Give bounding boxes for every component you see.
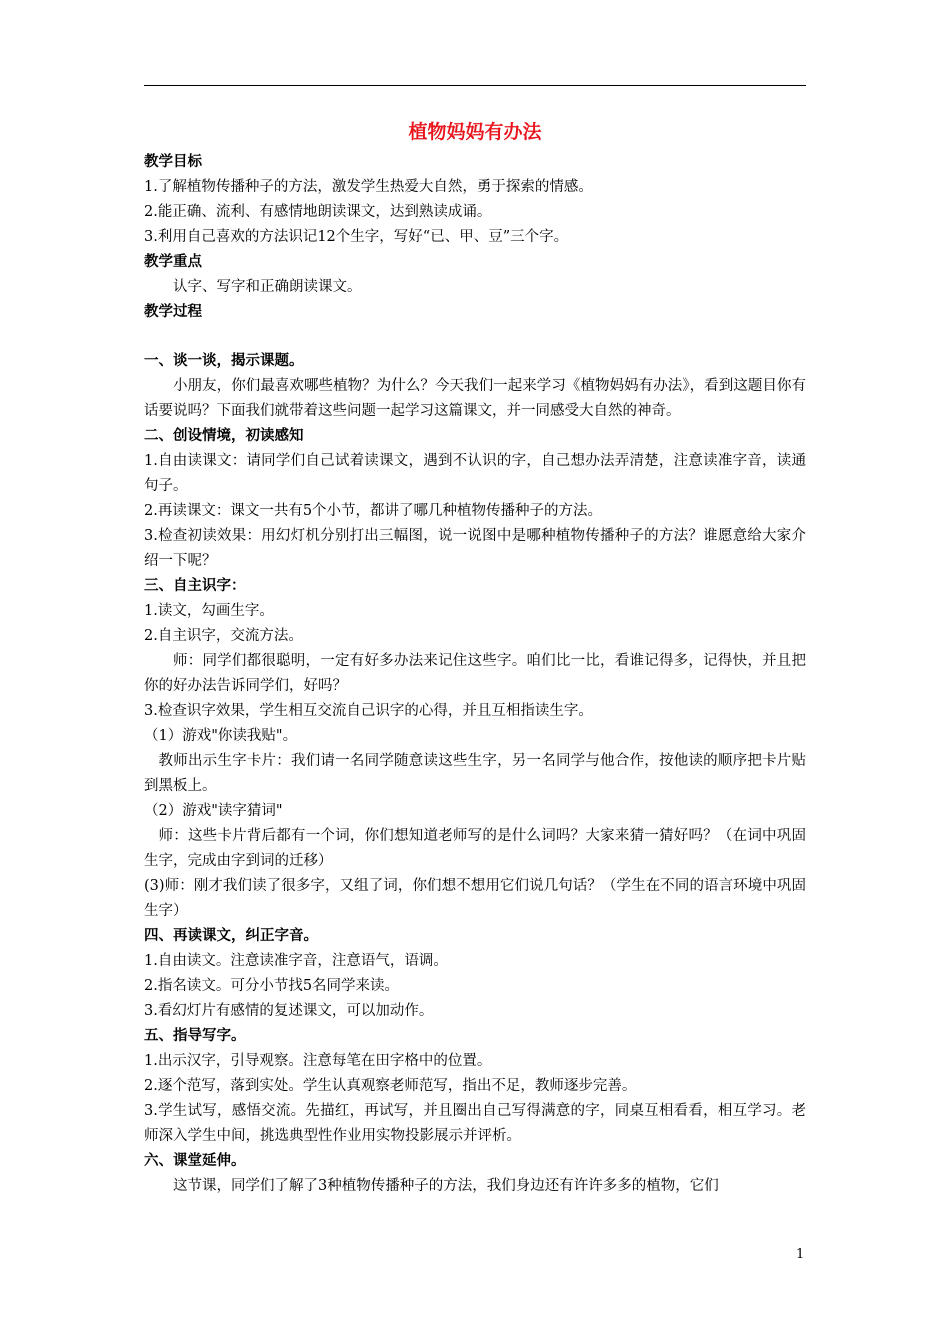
paragraph: 1.读文，勾画生字。 — [144, 603, 274, 619]
paragraph: (3)师：刚才我们读了很多字，又组了词，你们想不想用它们说几句话？（学生在不同的语言环境中巩固生字） — [144, 878, 806, 919]
paragraph: 2.自主识字，交流方法。 — [144, 628, 303, 644]
paragraph: 教师出示生字卡片：我们请一名同学随意读这些生字，另一名同学与他合作，按他读的顺序把卡片贴到黑板上。 — [144, 753, 806, 794]
paragraph: 1.了解植物传播种子的方法，激发学生热爱大自然，勇于探索的情感。 — [144, 179, 593, 195]
paragraph: 3.学生试写，感悟交流。先描红，再试写，并且圈出自己写得满意的字，同桌互相看看，相互学习。老师深入学生中间，挑选典型性作业用实物投影展示并评析。 — [144, 1103, 806, 1144]
paragraph: （1）游戏"你读我贴"。 — [144, 728, 298, 744]
paragraph: 3.检查识字效果，学生相互交流自己识字的心得，并且互相指读生字。 — [144, 703, 593, 719]
section-heading: 教学目标 — [144, 154, 202, 170]
paragraph: 1.自由读课文：请同学们自己试着读课文，遇到不认识的字，自己想办法弄清楚，注意读准字音，读通句子。 — [144, 453, 806, 494]
page-number: 1 — [796, 1247, 805, 1262]
paragraph: 师：这些卡片背后都有一个词，你们想知道老师写的是什么词吗？大家来猜一猜好吗？（在词中巩固生字，完成由字到词的迁移） — [144, 828, 806, 869]
section-heading: 三、自主识字： — [144, 578, 246, 594]
lesson-plan-content — [144, 150, 806, 1199]
paragraph: 2.指名读文。可分小节找5名同学来读。 — [144, 978, 400, 994]
spacer — [144, 325, 806, 349]
paragraph: 师：同学们都很聪明，一定有好多办法来记住这些字。咱们比一比，看谁记得多，记得快，并且把你的好办法告诉同学们，好吗？ — [144, 653, 806, 694]
paragraph: 1.出示汉字，引导观察。注意每笔在田字格中的位置。 — [144, 1053, 492, 1069]
paragraph: 2.逐个范写，落到实处。学生认真观察老师范写，指出不足，教师逐步完善。 — [144, 1078, 637, 1094]
header-rule — [144, 85, 806, 86]
section-heading: 教学重点 — [144, 254, 202, 270]
paragraph: 3.利用自己喜欢的方法识记12个生字，写好“已、甲、豆”三个字。 — [144, 229, 569, 245]
section-heading: 六、课堂延伸。 — [144, 1153, 246, 1169]
paragraph: 3.检查初读效果：用幻灯机分别打出三幅图，说一说图中是哪种植物传播种子的方法？谁愿意给大家介绍一下呢？ — [144, 528, 806, 569]
paragraph: 1.自由读文。注意读准字音，注意语气，语调。 — [144, 953, 448, 969]
section-heading: 四、再读课文，纠正字音。 — [144, 928, 318, 944]
paragraph: 小朋友，你们最喜欢哪些植物？为什么？今天我们一起来学习《植物妈妈有办法》，看到这题目你有话要说吗？下面我们就带着这些问题一起学习这篇课文，并一同感受大自然的神奇。 — [144, 378, 806, 419]
document-body — [144, 116, 806, 1199]
section-heading: 一、谈一谈，揭示课题。 — [144, 353, 304, 369]
paragraph: 2.再读课文：课文一共有5个小节，都讲了哪几种植物传播种子的方法。 — [144, 503, 603, 519]
section-heading: 教学过程 — [144, 304, 202, 320]
section-heading: 二、创设情境，初读感知 — [144, 428, 304, 444]
paragraph: 3.看幻灯片有感情的复述课文，可以加动作。 — [144, 1003, 434, 1019]
paragraph: （2）游戏"读字猜词" — [144, 803, 283, 819]
paragraph: 2.能正确、流利、有感情地朗读课文，达到熟读成诵。 — [144, 204, 492, 220]
document-title: 植物妈妈有办法 — [408, 121, 542, 143]
paragraph: 这节课，同学们了解了3种植物传播种子的方法，我们身边还有许许多多的植物，它们 — [173, 1178, 719, 1194]
section-heading: 五、指导写字。 — [144, 1028, 246, 1044]
paragraph: 认字、写字和正确朗读课文。 — [173, 279, 362, 295]
